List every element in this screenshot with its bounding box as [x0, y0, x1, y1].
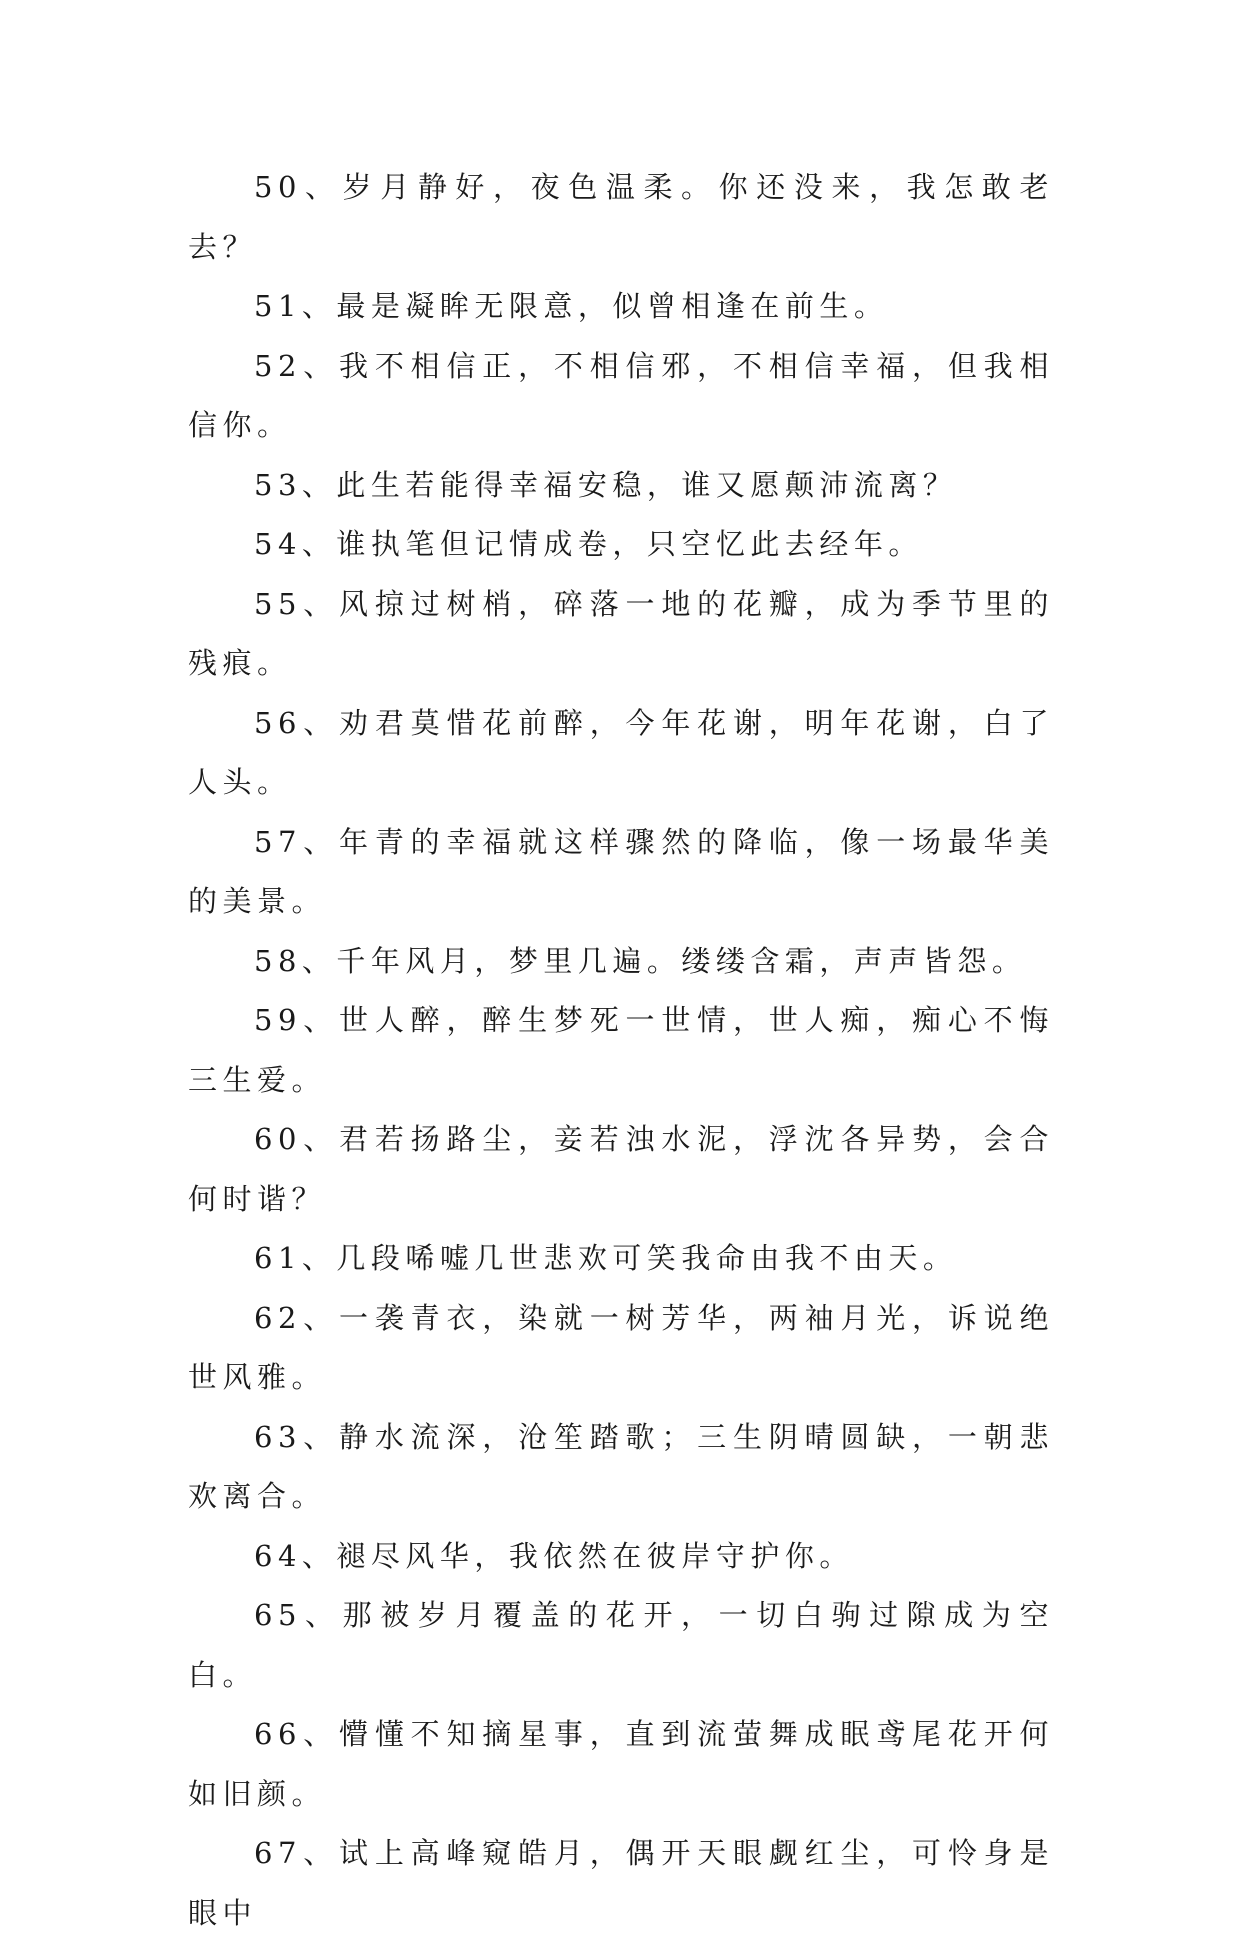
quote-62: 62、一袭青衣，染就一树芳华，两袖月光，诉说绝世风雅。	[188, 1300, 1054, 1394]
quote-51: 51、最是凝眸无限意，似曾相逢在前生。	[254, 289, 889, 323]
quote-53: 53、此生若能得幸福安稳，谁又愿颠沛流离？	[254, 467, 958, 502]
quote-56: 56、劝君莫惜花前醉，今年花谢，明年花谢，白了人头。	[188, 705, 1054, 799]
quote-59: 59、世人醉，醉生梦死一世情，世人痴，痴心不悔三生爱。	[188, 1003, 1054, 1097]
quote-52: 52、我不相信正，不相信邪，不相信幸福，但我相信你。	[188, 348, 1054, 442]
quote-55: 55、风掠过树梢，碎落一地的花瓣，成为季节里的残痕。	[188, 586, 1054, 680]
quote-64: 64、褪尽风华，我依然在彼岸守护你。	[254, 1538, 854, 1573]
quote-57: 57、年青的幸福就这样骤然的降临，像一场最华美的美景。	[188, 824, 1054, 918]
quote-61: 61、几段唏嘘几世悲欢可笑我命由我不由天。	[254, 1241, 958, 1275]
quote-50: 50、岁月静好，夜色温柔。你还没来，我怎敢老去？	[188, 170, 1054, 264]
quote-58: 58、千年风月，梦里几遍。缕缕含霜，声声皆怨。	[254, 943, 1027, 978]
quote-63: 63、静水流深，沧笙踏歌；三生阴晴圆缺，一朝悲欢离合。	[188, 1419, 1054, 1513]
quote-54: 54、谁执笔但记情成卷，只空忆此去经年。	[254, 527, 923, 561]
quote-60: 60、君若扬路尘，妾若浊水泥，浮沈各异势，会合何时谐？	[188, 1122, 1054, 1216]
quote-65: 65、那被岁月覆盖的花开，一切白驹过隙成为空白。	[188, 1598, 1054, 1692]
document-body	[188, 158, 1054, 1943]
quote-66: 66、懵懂不知摘星事，直到流萤舞成眠鸢尾花开何如旧颜。	[188, 1717, 1054, 1811]
quote-67: 67、试上高峰窥皓月，偶开天眼觑红尘，可怜身是眼中	[188, 1836, 1054, 1930]
